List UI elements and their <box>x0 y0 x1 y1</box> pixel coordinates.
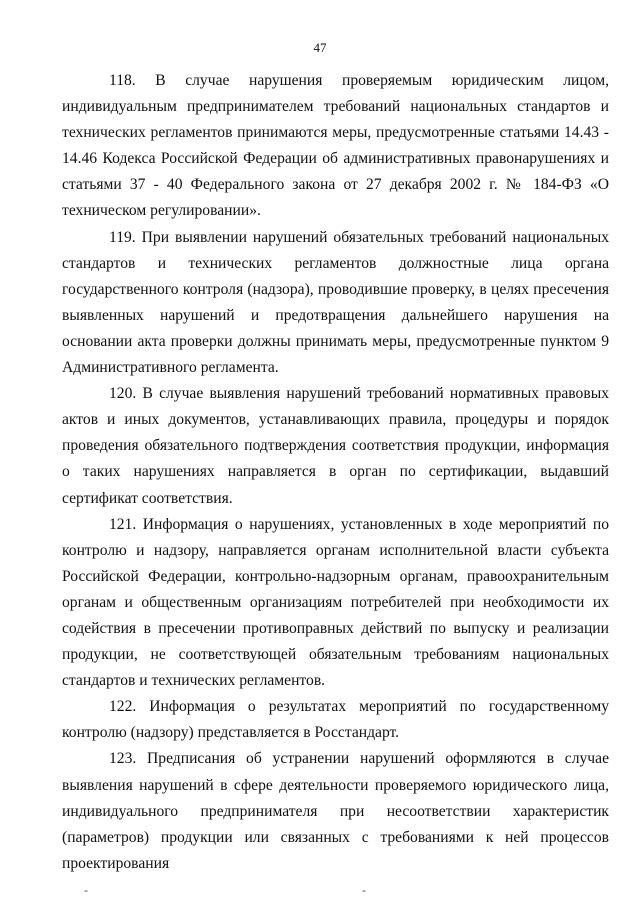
document-body <box>62 68 609 877</box>
paragraph-120: 120. В случае выявления нарушений требований нормативных правовых актов и иных документов, устанавливающих правила, процедуры и порядок проведения обязательного подтверждения соответствия продукции, информация о таких нарушениях направляется в орган по сертификации, выдавший сертификат соответствия. <box>62 385 609 507</box>
paragraph-122: 122. Информация о результатах мероприятий по государственному контролю (надзору) представляется в Росстандарт. <box>62 698 609 742</box>
paragraph-119: 119. При выявлении нарушений обязательных требований национальных стандартов и технических регламентов должностные лица органа государственного контроля (надзора), проводившие проверку, в целях пресечения выявленных нарушений и предотвращения дальнейшего нарушения на основании акта проверки должны принимать меры, предусмотренные пунктом 9 Административного регламента. <box>62 228 609 377</box>
paragraph-123: 123. Предписания об устранении нарушений оформляются в случае выявления нарушений в сфере деятельности проверяемого юридического лица, индивидуального предпринимателя при несоответствии характеристик (параметров) продукции или связанных с требованиями к ней процессов проектирования <box>62 750 609 872</box>
footer-mark-left: - <box>84 883 88 897</box>
paragraph-121: 121. Информация о нарушениях, установленных в ходе мероприятий по контролю и надзору, направляется органам исполнительной власти субъекта Российской Федерации, контрольно-надзорным органам, правоохранительным органам и общественным организациям потребителей при необходимости их содействия в пресечении противоправных действий по выпуску и реализации продукции, не соответствующей обязательным требованиям национальных стандартов и технических регламентов. <box>62 515 609 690</box>
footer-mark-right: - <box>362 883 366 897</box>
page-number: 47 <box>313 40 327 55</box>
paragraph-118: 118. В случае нарушения проверяемым юридическим лицом, индивидуальным предпринимателем требований национальных стандартов и технических регламентов принимаются меры, предусмотренные статьями 14.43 - 14.46 Кодекса Российской Федерации об административных правонарушениях и статьями 37 - 40 Федерального закона от 27 декабря 2002 г. № 184-ФЗ «О техническом регулировании». <box>62 72 609 220</box>
